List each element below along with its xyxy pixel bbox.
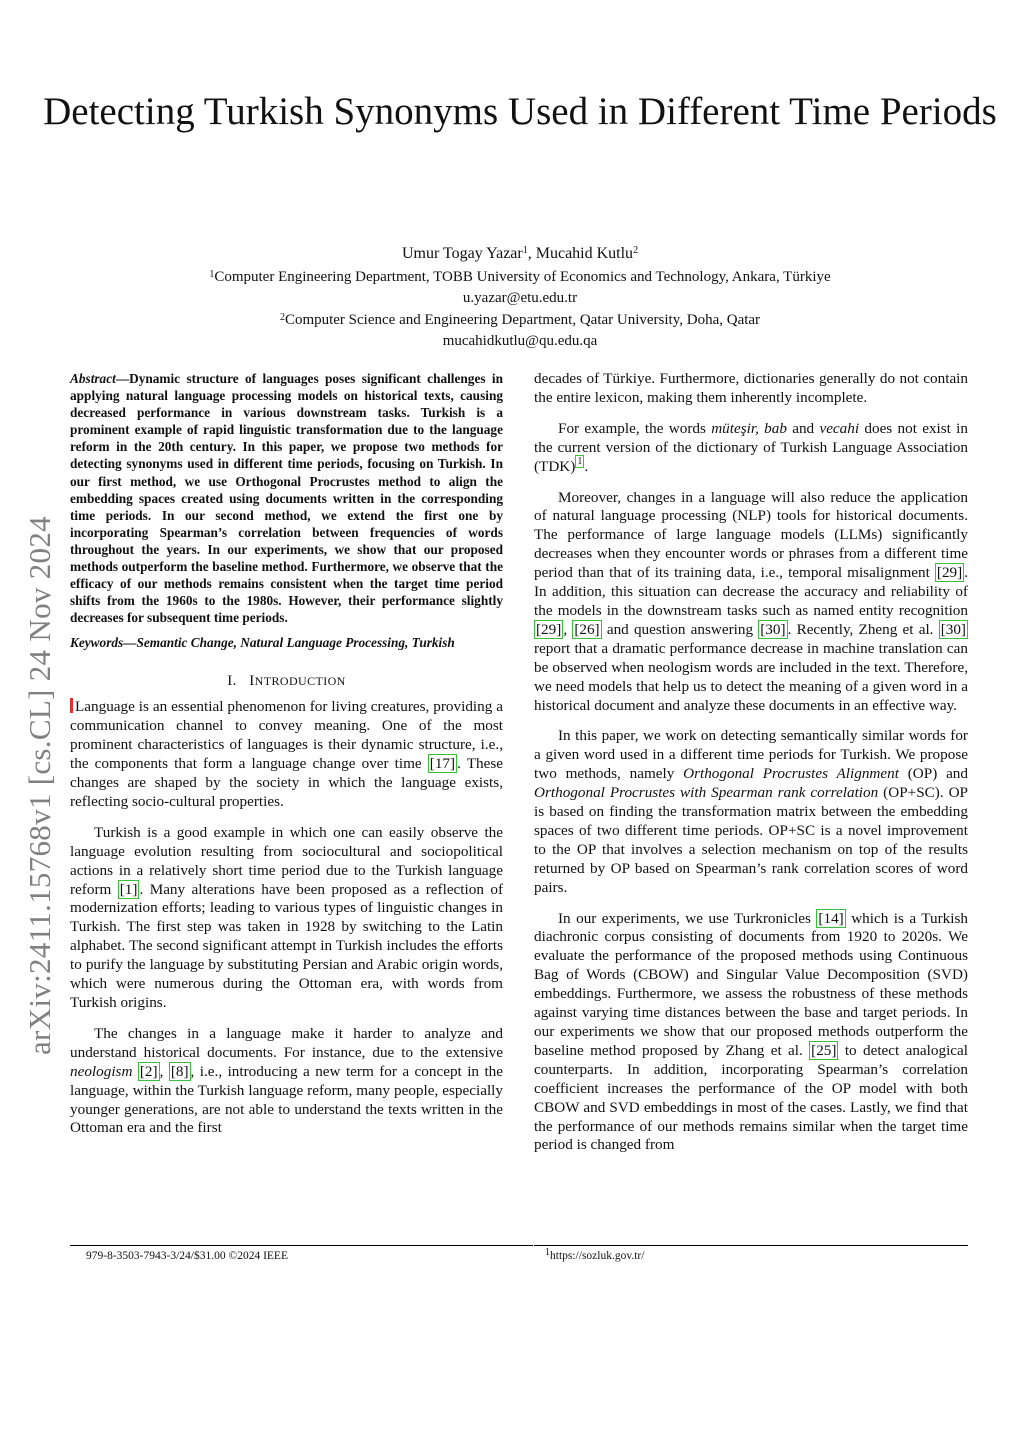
author-2: Mucahid Kutlu [535,245,634,262]
intro-r3-text-e: report that a dramatic performance decrease in machine translation can be observed when neologism words are included in the text. Therefore, we need models that help us to detect the meaning of a given word in a historical document and analyze these documents in an effective way. [534,639,968,714]
link-marker[interactable] [70,698,73,713]
intro-paragraph-2 [70,824,503,1013]
right-column [534,370,968,1167]
footnote-divider [534,1245,968,1246]
citation-link[interactable]: [30] [940,620,966,638]
intro-paragraph-3: The changes in a language make it harder to analyze and understand historical documents. For instance, due to the extensive neologism [2] , [8] , i.e., introducing a new term for a concept in the language, within the Turkish language reform, many people, especially younger generations, are not able to understand the texts written in the Ottoman era and the first [70,1024,503,1137]
intro-p1-text-b: . These changes are shaped by the society in which the language exists, reflecting socio-cultural properties. [70,755,503,810]
affiliation-2-sup: 2 [279,312,285,323]
citation-link[interactable]: [14] [818,909,844,927]
abstract [70,370,503,626]
intro-r4-text-c: (OP+SC). OP is based on finding the transformation matrix between the embedding spaces of two different time periods. OP+SC is a novel improvement to the OP that involves a selection mechanism on top of the results returned by OP based on Spearman’s rank correlation scores of word pairs. [534,784,968,896]
intro-r3-text-a: Moreover, changes in a language will also reduce the application of natural language processing (NLP) tools for historical documents. The performance of large language models (LLMs) significantly decreases when they encounter words or phrases from a different time period than that of its training data, i.e., temporal misalignment [534,488,968,582]
intro-p1-text-a: Language is an essential phenomenon for living creatures, providing a communication channel to convey meaning. One of the most prominent characteristics of languages is their dynamic structure, i.e., the components that form a language change over time [70,698,503,773]
intro-r4-text-a: In this paper, we work on detecting semantically similar words for a given word used in a different time periods for Turkish. We propose two methods, namely [534,727,968,783]
citation-link[interactable]: [26] [574,620,600,638]
intro-r2-italic-1: müteşir, bab [711,419,787,437]
section-number: I. [227,672,237,689]
affiliation-1-email: u.yazar@etu.edu.tr [462,290,578,306]
affiliation-1-text: Computer Engineering Department, TOBB University of Economics and Technology, Ankara, Türkiye [214,269,831,285]
citation-link[interactable]: [8] [170,1062,189,1080]
intro-paragraph-1 [70,698,503,811]
author-1: Umur Togay Yazar [401,245,523,262]
intro-r5-text-a: In our experiments, we use Turkronicles [558,909,817,927]
affiliation-1-sup: 1 [209,269,215,280]
affiliation-2-email: mucahidkutlu@qu.edu.qa [442,333,598,349]
author-sep: , [527,245,536,262]
footnote-1-sup: 1 [545,1247,550,1258]
author-1-sup: 1 [522,245,528,256]
copyright-footer: 979-8-3503-7943-3/24/$31.00 ©2024 IEEE [86,1250,288,1262]
footnote-1-url[interactable]: https://sozluk.gov.tr/ [550,1250,645,1262]
affiliation-2-text: Computer Science and Engineering Department, Qatar University, Doha, Qatar [284,312,761,328]
citation-link[interactable]: [29] [536,620,562,638]
intro-r3-text-b: . In addition, this situation can decrease the accuracy and reliability of the models in the downstream tasks such as named entity recognition [534,564,968,619]
footer-divider-left [70,1245,533,1246]
intro-r2-italic-2: vecahi [819,419,860,437]
citation-link[interactable]: [29] [936,564,963,582]
section-heading-introduction [70,672,503,691]
abstract-text: —Dynamic structure of languages poses significant challenges in applying natural language processing models on historical texts, causing decreased performance in various downstream tasks. Turkish is a prominent example of rapid linguistic transformation due to the language reform in the 20th century. In this paper, we propose two methods for detecting synonyms used in different time periods, focusing on Turkish. In our first method, we use Orthogonal Procrustes method to align the embedding spaces created using documents written in the corresponding time periods. In our second method, we extend the first one by incorporating Spearman’s correlation between frequencies of words throughout the years. In our experiments, we show that our proposed methods outperform the baseline method. Furthermore, we observe that the efficacy of our methods remains consistent when the target time period shifts from the 1960s to the 1980s. However, their performance slightly decreases for subsequent time periods. [70,371,503,626]
footnote-link[interactable]: 1 [577,455,583,467]
affiliation-2 [100,310,940,331]
intro-p3-text-b: , i.e., introducing a new term for a concept in the language, within the Turkish language reform, many people, especially younger generations, are not able to understand the texts written in the Ottoman era and the first [70,1062,503,1137]
left-column [70,370,503,1150]
intro-r2-text-a: For example, the words [558,419,712,437]
citation-link[interactable]: [30] [760,620,786,638]
arxiv-watermark: arXiv:2411.15768v1 [cs.CL] 24 Nov 2024 [22,516,57,1055]
author-line [100,243,940,264]
intro-r2-text-c: . [584,457,589,475]
citation-link[interactable]: [17] [429,755,456,773]
section-title-rest: NTRODUCTION [254,673,346,688]
intro-r3-text-c: and question answering [601,620,759,638]
intro-r2-and: and [786,419,820,437]
intro-r4-italic-2: Orthogonal Procrustes with Spearman rank correlation [534,784,879,802]
intro-r5-text-c: to detect analogical counterparts. In addition, incorporating Spearman’s correlation coefficient increases the performance of the OP model with both CBOW and SVD embeddings in most of the cases. Lastly, we find that the performance of our methods remains similar when the target time period is changed from [534,1041,968,1154]
intro-paragraph-4 [534,420,968,477]
intro-r4-italic-1: Orthogonal Procrustes Alignment [683,765,899,783]
citation-link[interactable]: [2] [139,1062,158,1080]
author-2-sup: 2 [633,245,639,256]
paper-title: Detecting Turkish Synonyms Used in Different Time Periods [43,90,997,133]
citation-link[interactable]: [1] [119,880,138,898]
citation-link[interactable]: [25] [811,1041,837,1059]
intro-paragraph-7 [534,910,968,1156]
intro-paragraph-6 [534,727,968,897]
intro-p3-italic: neologism [70,1062,133,1080]
intro-p3-text-a: The changes in a language make it harder to analyze and understand historical documents. For instance, due to the extensive [70,1024,503,1061]
affiliation-1 [100,267,940,288]
footnote-1 [545,1247,645,1262]
intro-p2-text-b: . Many alterations have been proposed as a reflection of modernization efforts; leading to various types of linguistic changes in Turkish. The first step was taken in 1928 by switching to the Latin alphabet. The second significant attempt in Turkish includes the efforts to purify the language by substituting Persian and Arabic origin words, which were numerous during the Ottoman era, with words from Turkish origins. [70,880,503,1011]
intro-r5-text-b: which is a Turkish diachronic corpus consisting of documents from 1920 to 2020s. We evaluate the performance of the proposed methods using Continuous Bag of Words (CBOW) and Singular Value Decomposition (SVD) embeddings. Furthermore, we assess the robustness of these methods against varying time distances between the base and target periods. In our experiments we show that our proposed methods outperform the baseline method proposed by Zhang et al. [534,909,968,1059]
intro-r3-text-d: . Recently, Zheng et al. [787,620,939,638]
intro-paragraph-5: Moreover, changes in a language will also reduce the application of natural language processing (NLP) tools for historical documents. The performance of large language models (LLMs) significantly decreases when they encounter words or phrases from a different time period than that of its training data, i.e., temporal misalignment [29] . In addition, this situation can decrease the accuracy and reliability of the models in the downstream tasks such as named entity recognition [29] , [26] and question answering [30] . Recently, Zheng et al. [30] report that a dramatic performance decrease in machine translation can be observed when neologism words are included in the text. Therefore, we need models that help us to detect the meaning of a given word in a historical document and analyze these documents in an effective way. [534,488,968,714]
abstract-label: Abstract [70,371,116,386]
section-title-first: I [249,672,255,689]
intro-r4-text-b: (OP) and [898,765,968,783]
intro-r2-text-b: does not exist in the current version of the dictionary of Turkish Language Association (TDK) [534,419,968,475]
keywords: Keywords—Semantic Change, Natural Language Processing, Turkish [70,635,455,651]
intro-p2-text-a: Turkish is a good example in which one can easily observe the language evolution resulting from sociocultural and sociopolitical actions in a relatively short time period due to the Turkish language reform [70,823,503,898]
intro-paragraph-3-cont: decades of Türkiye. Furthermore, dictionaries generally do not contain the entire lexicon, making them inherently incomplete. [534,370,968,406]
